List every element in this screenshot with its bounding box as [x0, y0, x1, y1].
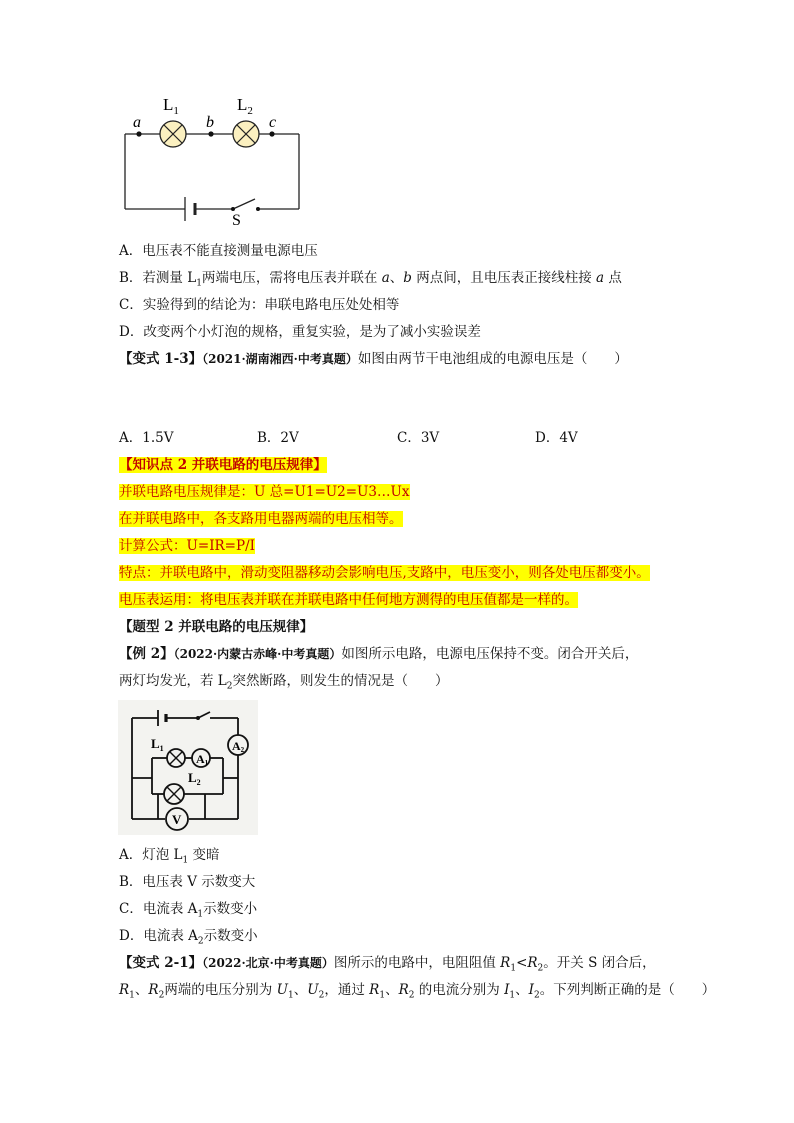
lamp-l1-icon: [160, 121, 186, 147]
v13-option-a: A．1.5V: [119, 430, 174, 446]
question-type-2-title: 【题型 2 并联电路的电压规律】: [119, 619, 314, 635]
ammeter-a1-icon: [192, 749, 210, 767]
label-l2: $L_2$: [188, 770, 201, 787]
q2-option-d: D．电流表 $A_2$示数变小: [119, 928, 258, 947]
label-l2: $L_2$: [237, 95, 253, 117]
ammeter-a2-icon: [228, 735, 248, 755]
battery-icon: [185, 197, 195, 221]
series-circuit-diagram: [115, 92, 315, 229]
node-b: [208, 131, 213, 136]
kp2-line3: 计算公式：U=IR=P/I: [119, 538, 255, 554]
label-a: a: [133, 114, 141, 131]
label-s: S: [232, 212, 241, 229]
example-2-question: 【例 2】（2022·内蒙古赤峰·中考真题）如图所示电路，电源电压保持不变。闭合开关后，: [119, 646, 639, 662]
label-b: b: [206, 114, 214, 131]
node-a: [136, 131, 141, 136]
lamp-l2-icon: [233, 121, 259, 147]
q2-option-b: B．电压表 V 示数变大: [119, 874, 256, 890]
v13-option-d: D．4V: [535, 430, 578, 446]
svg-text:V: V: [172, 812, 182, 827]
kp2-line2: 在并联电路中，各支路用电器两端的电压相等。: [119, 511, 403, 527]
label-l1: $L_1$: [151, 736, 164, 753]
q1-option-a: A．电压表不能直接测量电源电压: [119, 243, 318, 259]
svg-text:A1: A1: [196, 752, 209, 767]
variant-2-1-question: 【变式 2-1】（2022·北京·中考真题）图所示的电路中，电阻阻值 $R_1<R_2$。开关 S 闭合后，: [119, 955, 656, 974]
voltmeter-v-icon: [166, 808, 188, 830]
variant-2-1-question-line2: $R_1$、$R_2$两端的电压分别为 $U_1$、$U_2$，通过 $R_1$、$R_2$ 的电流分别为 $I_1$、$I_2$。下列判断正确的是（ ）: [119, 982, 716, 1001]
q2-option-c: C．电流表 $A_1$示数变小: [119, 901, 258, 920]
variant-1-3-question: 【变式 1-3】（2021·湖南湘西·中考真题）如图由两节干电池组成的电源电压是（ ）: [119, 351, 628, 367]
knowledge-point-2-title: 【知识点 2 并联电路的电压规律】: [119, 457, 327, 473]
lamp-l2-icon: [164, 784, 184, 804]
kp2-line5: 电压表运用：将电压表并联在并联电路中任何地方测得的电压值都是一样的。: [119, 592, 578, 608]
v13-option-c: C．3V: [397, 430, 440, 446]
q1-option-d: D．改变两个小灯泡的规格，重复实验，是为了减小实验误差: [119, 324, 481, 340]
q1-option-c: C．实验得到的结论为：串联电路电压处处相等: [119, 297, 400, 313]
kp2-rule: 并联电路电压规律是：U 总=U1=U2=U3…Ux: [119, 484, 410, 500]
q2-option-a: A．灯泡 $L_1$ 变暗: [119, 847, 220, 866]
v13-option-b: B．2V: [257, 430, 299, 446]
node-c: [269, 131, 274, 136]
parallel-circuit-diagram: [118, 700, 258, 835]
label-l1: $L_1$: [163, 95, 179, 117]
q1-option-b: B．若测量 $L_1$两端电压，需将电压表并联在 a、b 两点间，且电压表正接线柱接 a 点: [119, 270, 622, 289]
lamp-l1-icon: [167, 749, 185, 767]
svg-text:A2: A2: [232, 739, 245, 754]
example-2-question-line2: 两灯均发光，若 $L_2$突然断路，则发生的情况是（ ）: [119, 673, 449, 692]
label-c: c: [269, 114, 277, 131]
kp2-line4: 特点：并联电路中，滑动变阻器移动会影响电压,支路中，电压变小，则各处电压都变小。: [119, 565, 650, 581]
